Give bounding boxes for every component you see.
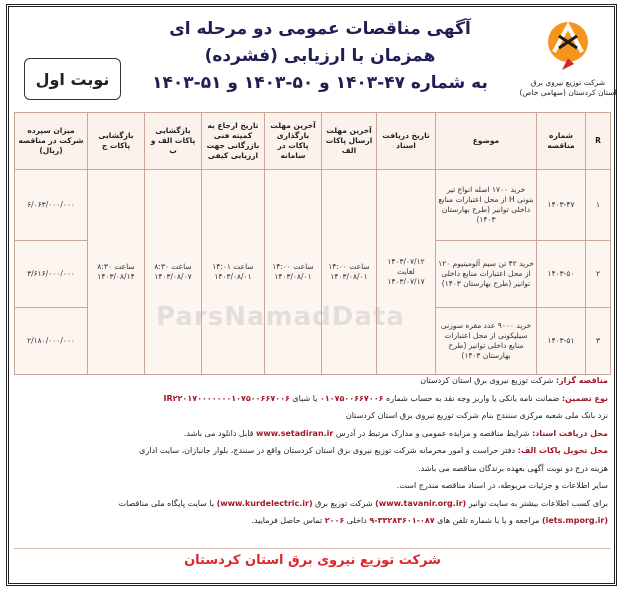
opening-c: ساعت ۸:۳۰ ۱۴۰۳/۰۸/۱۴ [88,170,145,375]
info-line [16,495,608,513]
info-text-1: برای کسب اطلاعات بیشتر به سایت توانیر [468,498,608,508]
receipt-date: ۱۴۰۳/۰۷/۱۲ لغایت ۱۴۰۳/۰۷/۱۷ [377,170,436,375]
envelope-a-deadline: ساعت ۱۴:۰۰ ۱۴۰۳/۰۸/۰۱ [322,170,377,375]
extension: ۲۰۰۶ [324,516,345,525]
title-line-1: آگهی مناقصات عمومی دو مرحله ای [169,19,471,39]
col-opening-ab: بازگشایی پاکات الف و ب [145,113,202,170]
title-line-2: همزمان با ارزیابی (فشرده) [204,46,436,66]
deposit-amount: ۶/۰۶۳/۰۰۰/۰۰۰ [15,170,88,241]
organizer-text: شرکت توزیع نیروی برق استان کردستان [420,376,554,385]
delivery-line [16,442,608,460]
ad-title [140,16,500,97]
organizer-line [16,372,608,390]
round-label: نوبت اول [24,58,121,100]
deposit-amount: ۲/۱۸۰/۰۰۰/۰۰۰ [15,308,88,375]
iets-link[interactable]: (iets.mporg.ir) [541,516,608,525]
watermark: ParsNamadData [156,302,405,332]
other-info-line: سایر اطلاعات و جزئیات مربوطه، در اسناد مناقصه مندرج است. [396,481,608,490]
col-subject: موضوع [436,113,537,170]
row-index: ۱ [586,170,611,241]
organizer-label: مناقصه گزار: [555,376,608,385]
col-envelope-a-deadline: آخرین مهلت ارسال پاکات الف [322,113,377,170]
tender-subject: خرید ۱۷۰۰ اصله انواع تیر بتونی H از محل اعتبارات منابع داخلی توانیر (طرح بهارستان ۱۴۰۳) [436,170,537,241]
docs-line [16,425,608,443]
company-logo [518,18,618,104]
info-text-5: داخلی [346,516,367,525]
cost-line: هزینه درج دو نوبت آگهی بعهده برندگان مناقصه می باشد. [418,463,608,473]
committee-date: ساعت ۱۴:۰۱ ۱۴۰۳/۰۸/۰۱ [202,170,265,375]
account-number: ۰۱۰۷۵۰۰۶۶۷۰۰۶ [319,393,384,403]
deposit-amount: ۳/۶۱۶/۰۰۰/۰۰۰ [15,241,88,308]
logo-line-1: شرکت توزیع نیروی برق [530,78,606,87]
ad-body [16,372,608,530]
docs-text-2: قابل دانلود می باشد. [183,428,254,438]
guarantee-label: نوع تضمین: [561,393,608,403]
opening-ab: ساعت ۸:۳۰ ۱۴۰۳/۰۸/۰۷ [145,170,202,375]
docs-text-1: شرایط مناقصه و مزایده عمومی و مدارک مرتبط در آدرس [335,428,530,438]
tender-subject: خرید ۹۰۰۰ عدد مقره سوزنی سیلیکونی از محل اعتبارات منابع داخلی توانیر (طرح بهارستان ۱۴۰۳) [436,308,537,375]
col-number: شماره مناقصه [537,113,586,170]
col-r: R [586,113,611,170]
info-text-3: یا سایت پایگاه ملی مناقصات [118,498,215,508]
ad-footer [14,548,611,571]
table-header-row [15,113,611,170]
tender-subject: خرید ۴۲ تن سیم آلومینیوم ۱۲۰ از محل اعتبارات منابع داخلی توانیر (طرح بهارستان ۱۴۰۳) [436,241,537,308]
table-row [15,170,611,241]
phone-number: ۰۸۷-۳۳۲۸۳۶۰۱-۹ [369,516,435,525]
guarantee-line [16,390,608,408]
guarantee-text-2: یا شبای [292,393,318,403]
kurdelectric-link[interactable]: (www.kurdelectric.ir) [216,498,313,508]
row-index: ۲ [586,241,611,308]
guarantee-text-1: ضمانت نامه بانکی یا واریز وجه نقد به حساب شماره [386,393,560,403]
tavanir-link[interactable]: (www.tavanir.org.ir) [375,498,467,508]
info-text-2: شرکت توزیع برق [315,498,373,508]
col-deposit: میزان سپرده شرکت در مناقصه (ریال) [15,113,88,170]
info-line-2 [16,512,608,530]
guarantee-line-2 [16,407,608,425]
logo-line-2: استان کردستان (سهامی خاص) [519,88,617,97]
title-line-3: به شماره ۴۷-۱۴۰۳ و ۵۰-۱۴۰۳ و ۵۱-۱۴۰۳ [152,73,488,93]
docs-label: محل دریافت اسناد: [531,428,608,438]
tenders-table [14,112,611,375]
delivery-label: محل تحویل پاکات الف: [517,446,608,455]
ad-header [10,8,615,108]
footer-company: شرکت توزیع نیروی برق استان کردستان [184,552,441,568]
iban: IR۲۲۰۱۷۰۰۰۰۰۰۰۱۰۷۵۰۰۶۶۷۰۰۶ [163,393,290,403]
upload-deadline: ساعت ۱۴:۰۰ ۱۴۰۳/۰۸/۰۱ [265,170,322,375]
col-receipt-date: تاریخ دریافت اسناد [377,113,436,170]
tender-number: ۱۴۰۳-۵۱ [537,308,586,375]
row-index: ۳ [586,308,611,375]
delivery-text: دفتر حراست و امور محرمانه شرکت توزیع نیروی برق استان کردستان واقع در سنندج، بلوار جانبازان، سایت اداری [139,446,516,455]
power-company-icon [544,18,592,74]
tender-number: ۱۴۰۳-۴۷ [537,170,586,241]
guarantee-text-3: نزد بانک ملی شعبه مرکزی سنندج بنام شرکت توزیع نیروی برق استان کردستان [345,411,608,420]
col-opening-c: بازگشایی پاکات ج [88,113,145,170]
col-upload-deadline: آخرین مهلت بارگذاری پاکات در سامانه [265,113,322,170]
col-committee-date: تاریخ ارجاع به کمیته فنی بازرگانی جهت ارزیابی کیفی [202,113,265,170]
setad-link[interactable]: www.setadiran.ir [256,428,334,438]
info-text-4: مراجعه و یا با شماره تلفن های [437,516,540,525]
tender-number: ۱۴۰۳-۵۰ [537,241,586,308]
info-text-6: تماس حاصل فرمایید. [251,516,323,525]
